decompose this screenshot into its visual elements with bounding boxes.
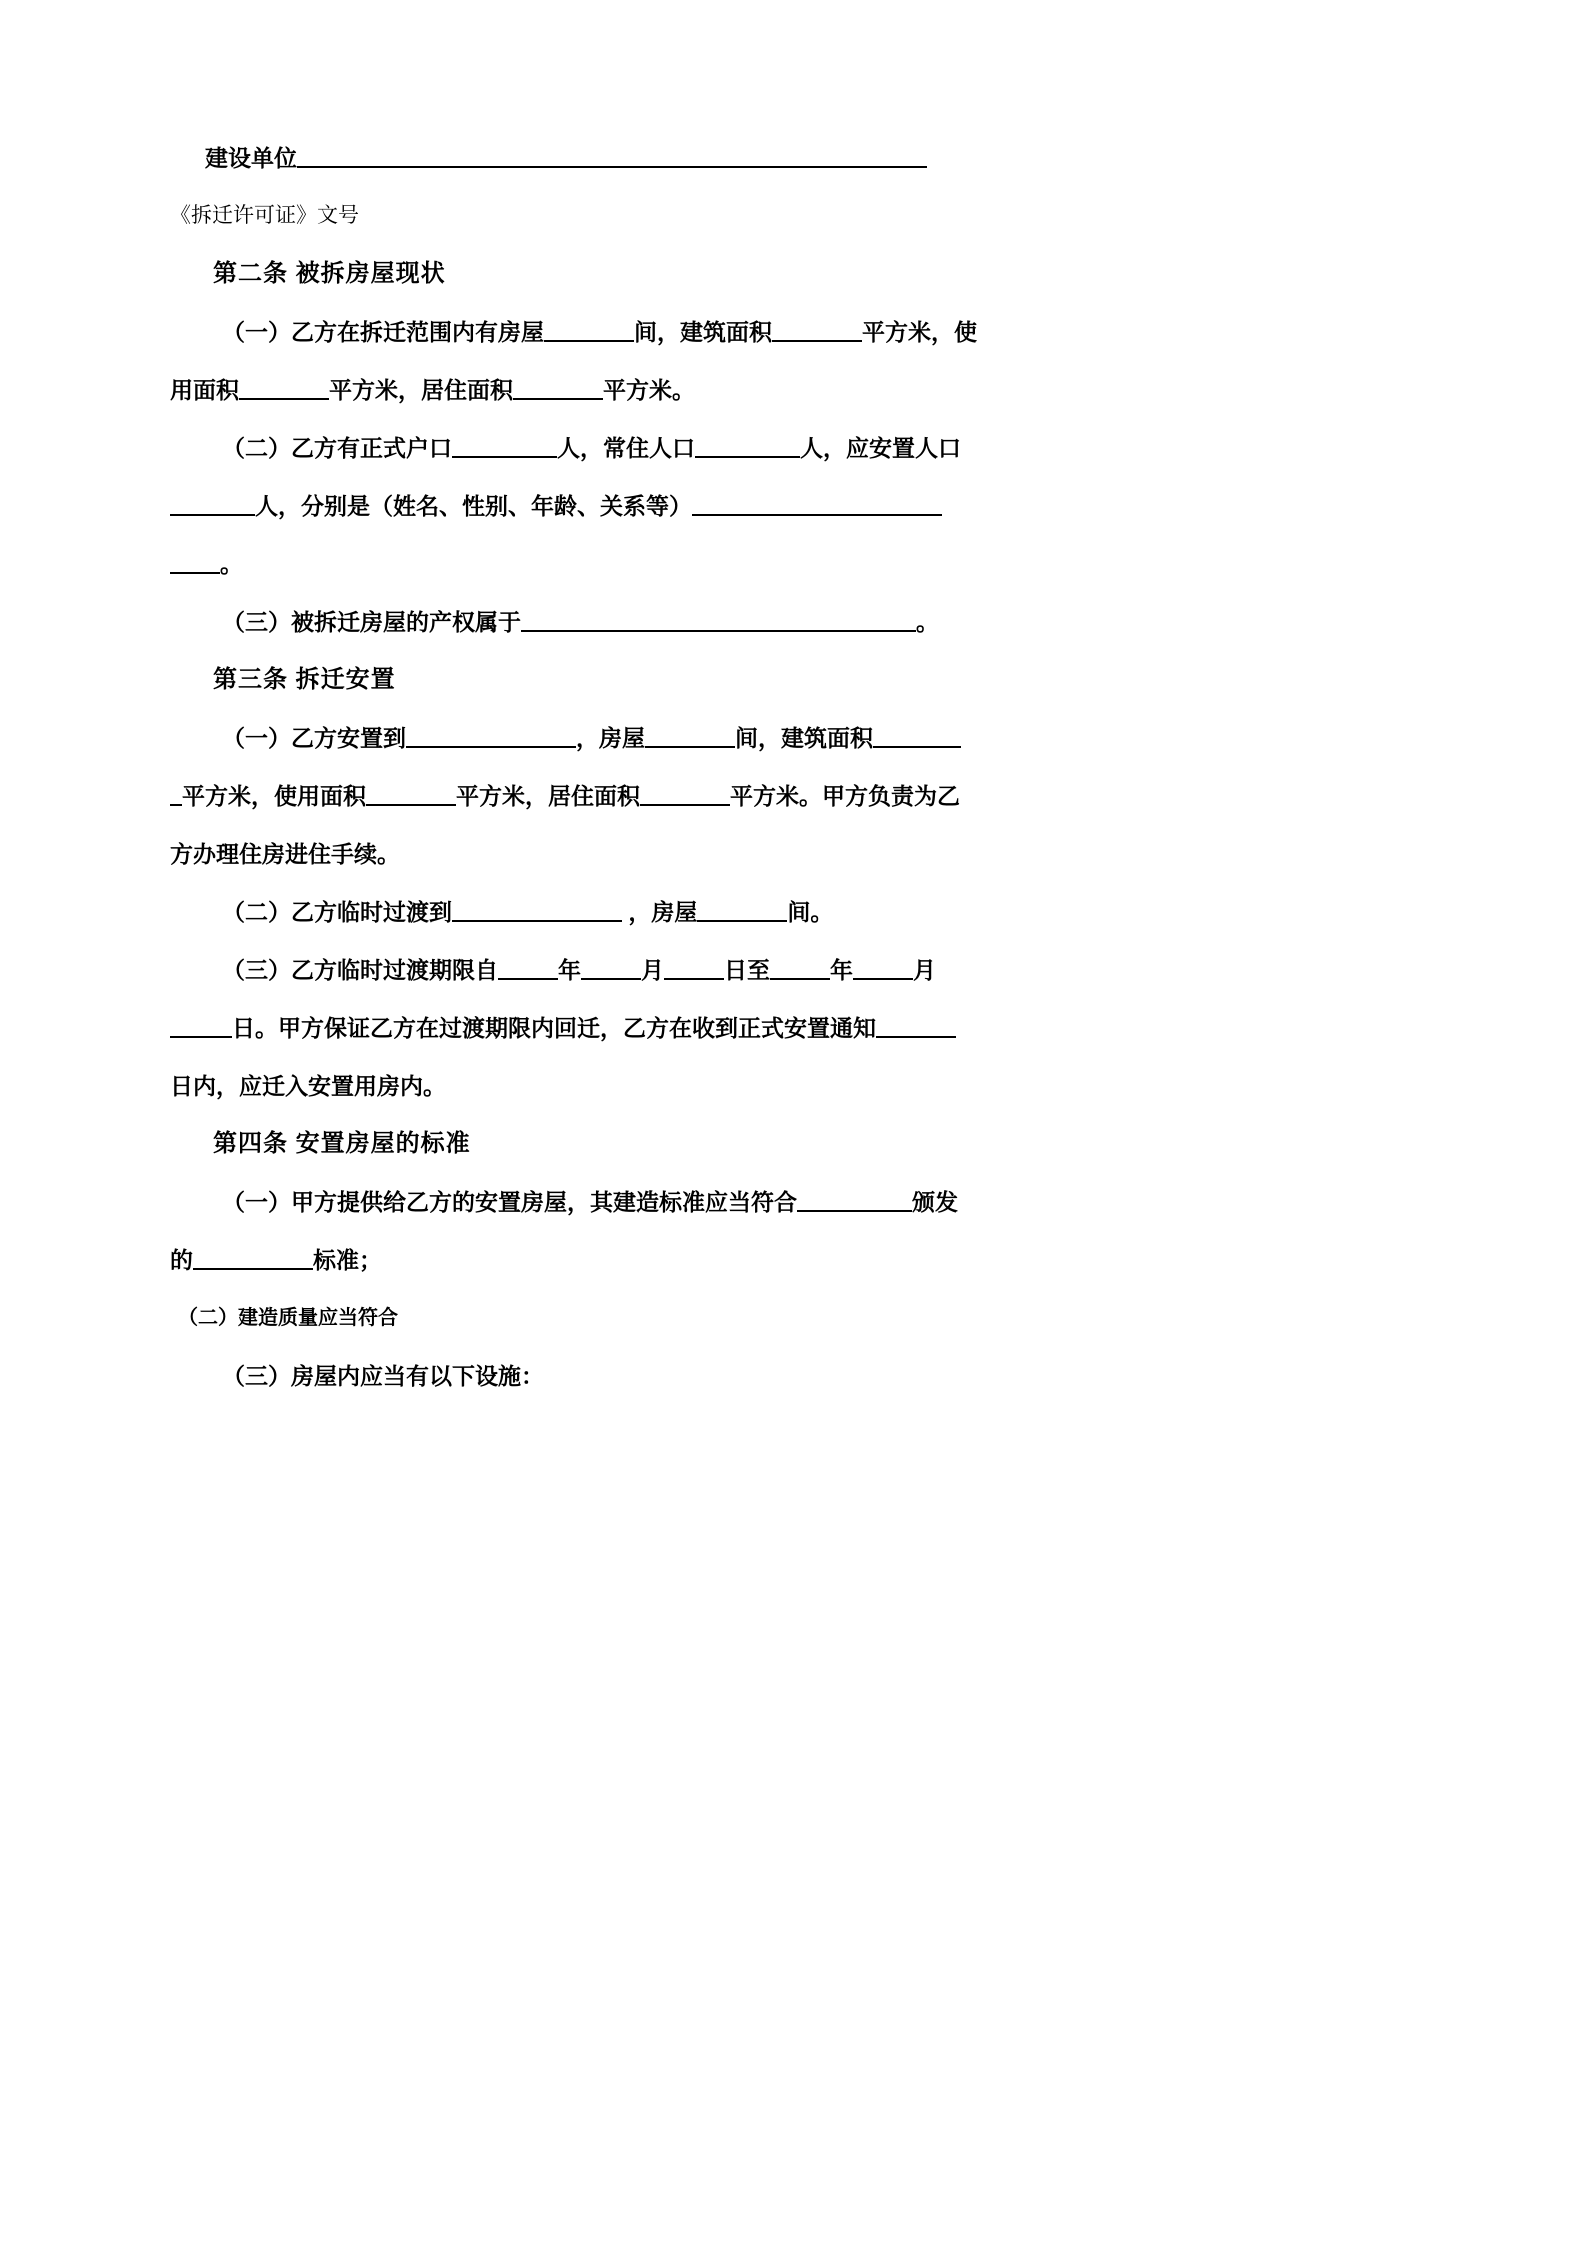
text-segment: 平方米，使: [862, 319, 977, 345]
blank-underline-field: [876, 1035, 956, 1038]
blank-underline-field: [797, 1209, 912, 1212]
text-segment: 平方米，居住面积: [329, 377, 513, 403]
blank-underline-field: [170, 1035, 232, 1038]
blank-underline-field: [452, 919, 622, 922]
document-line: [170, 825, 960, 883]
blank-underline-field: [239, 397, 329, 400]
document-line: [170, 1057, 960, 1115]
blank-underline-field: [498, 977, 558, 980]
text-segment: 《拆迁许可证》文号: [170, 204, 359, 227]
text-segment: （三）被拆迁房屋的产权属于: [222, 609, 521, 635]
text-segment: 日。甲方保证乙方在过渡期限内回迁，乙方在收到正式安置通知: [232, 1015, 876, 1041]
text-segment: 。: [916, 609, 939, 635]
text-segment: 月: [913, 957, 936, 983]
text-segment: （二）建造质量应当符合: [178, 1307, 398, 1329]
blank-underline-field: [770, 977, 830, 980]
document-line: [170, 999, 960, 1057]
text-segment: 的: [170, 1247, 193, 1273]
document-line: [170, 419, 960, 477]
document-line: [170, 245, 960, 303]
text-segment: 颁发: [912, 1189, 958, 1215]
document-line: [170, 129, 960, 187]
document-line: [170, 1173, 960, 1231]
document-line: [170, 1289, 960, 1347]
blank-underline-field: [452, 455, 557, 458]
text-segment: 间。: [787, 899, 834, 925]
text-segment: 年: [830, 957, 853, 983]
document-line: [170, 593, 960, 651]
text-segment: （二）乙方临时过渡到: [222, 899, 452, 925]
text-segment: 年: [558, 957, 581, 983]
blank-underline-field: [170, 803, 182, 806]
blank-underline-field: [772, 339, 862, 342]
text-segment: （一）乙方在拆迁范围内有房屋: [222, 319, 544, 345]
blank-underline-field: [521, 629, 916, 632]
blank-underline-field: [692, 513, 942, 516]
document-line: [170, 477, 960, 535]
document-line: [170, 361, 960, 419]
document-line: [170, 883, 960, 941]
text-segment: 日内，应迁入安置用房内。: [170, 1073, 446, 1099]
text-segment: ，房屋: [576, 725, 645, 751]
blank-underline-field: [406, 745, 576, 748]
blank-underline-field: [640, 803, 730, 806]
document-line: [170, 535, 960, 593]
document-line: [170, 1231, 960, 1289]
text-segment: 间，建筑面积: [634, 319, 772, 345]
text-segment: （三）乙方临时过渡期限自: [222, 957, 498, 983]
document-line: [170, 1347, 960, 1405]
document-line: [170, 709, 960, 767]
blank-underline-field: [193, 1267, 313, 1270]
document-line: [170, 767, 960, 825]
text-segment: 建设单位: [205, 145, 297, 171]
text-segment: 第四条 安置房屋的标准: [213, 1130, 471, 1157]
text-segment: 人，分别是（姓名、性别、年龄、关系等）: [255, 493, 692, 519]
text-segment: ，房屋: [622, 899, 698, 925]
document-line: [170, 941, 960, 999]
blank-underline-field: [544, 339, 634, 342]
text-segment: （三）房屋内应当有以下设施：: [222, 1363, 544, 1389]
blank-underline-field: [170, 571, 220, 574]
text-segment: 方办理住房进住手续。: [170, 841, 400, 867]
document-body: [170, 129, 977, 1405]
blank-underline-field: [297, 165, 927, 168]
text-segment: 月: [641, 957, 664, 983]
blank-underline-field: [697, 919, 787, 922]
text-segment: 人，常住人口: [557, 435, 695, 461]
blank-underline-field: [695, 455, 800, 458]
text-segment: 第二条 被拆房屋现状: [213, 260, 446, 287]
blank-underline-field: [873, 745, 961, 748]
text-segment: 日至: [724, 957, 770, 983]
blank-underline-field: [513, 397, 603, 400]
text-segment: 平方米，居住面积: [456, 783, 640, 809]
text-segment: 平方米。: [603, 377, 695, 403]
text-segment: 用面积: [170, 377, 239, 403]
text-segment: 平方米。甲方负责为乙: [730, 783, 960, 809]
text-segment: 第三条 拆迁安置: [213, 666, 396, 693]
document-line: [170, 187, 960, 245]
document-line: [170, 651, 960, 709]
text-segment: （二）乙方有正式户口: [222, 435, 452, 461]
blank-underline-field: [170, 513, 255, 516]
blank-underline-field: [664, 977, 724, 980]
text-segment: （一）甲方提供给乙方的安置房屋，其建造标准应当符合: [222, 1189, 797, 1215]
text-segment: 标准；: [313, 1247, 382, 1273]
text-segment: 平方米，使用面积: [182, 783, 366, 809]
text-segment: （一）乙方安置到: [222, 725, 406, 751]
text-segment: 。: [220, 551, 243, 577]
document-line: [170, 1115, 960, 1173]
blank-underline-field: [581, 977, 641, 980]
blank-underline-field: [645, 745, 735, 748]
text-segment: 间，建筑面积: [735, 725, 873, 751]
blank-underline-field: [853, 977, 913, 980]
blank-underline-field: [366, 803, 456, 806]
document-line: [170, 303, 977, 361]
text-segment: 人，应安置人口: [800, 435, 961, 461]
